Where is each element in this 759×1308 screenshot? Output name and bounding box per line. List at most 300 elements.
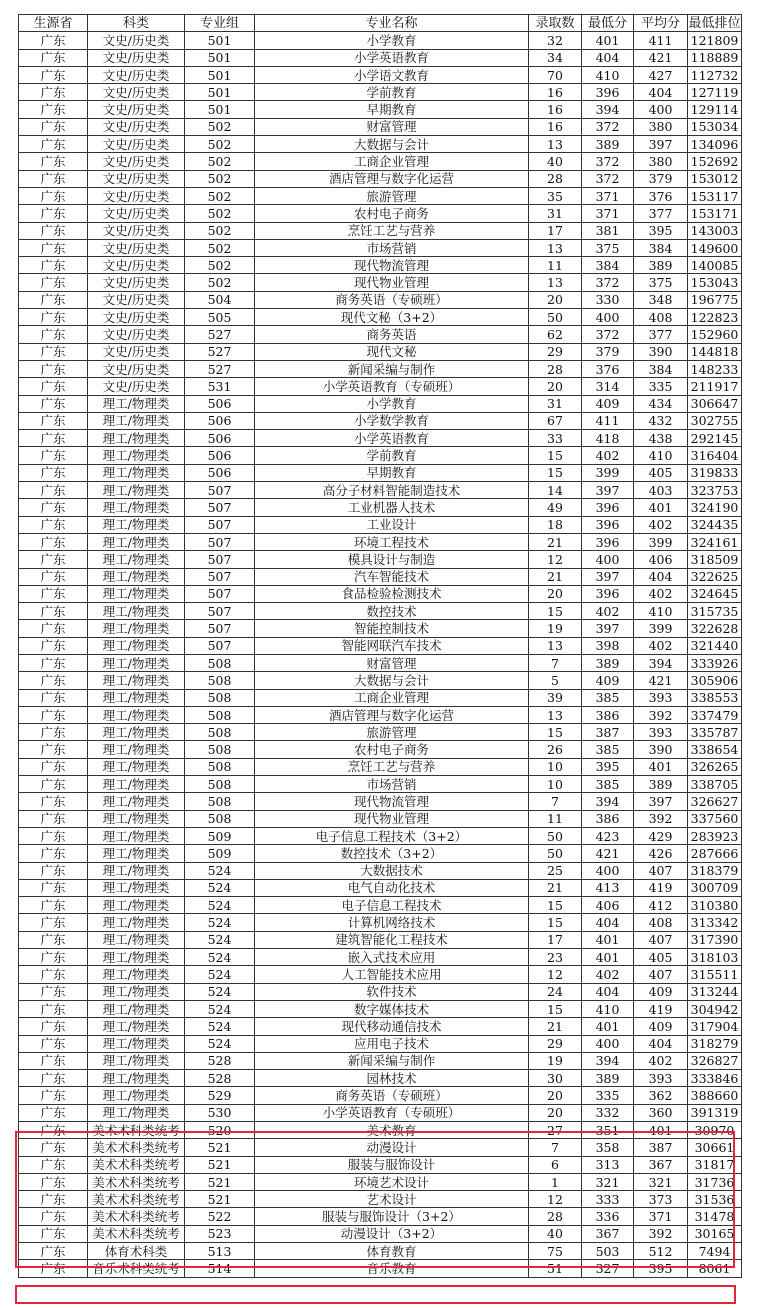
cell-min-rank: 292145	[688, 430, 742, 447]
cell-province: 广东	[19, 291, 88, 308]
cell-category: 文史/历史类	[88, 170, 185, 187]
cell-category: 理工/物理类	[88, 741, 185, 758]
cell-avg-score: 411	[634, 32, 688, 49]
cell-category: 理工/物理类	[88, 585, 185, 602]
table-row	[19, 845, 742, 862]
cell-province: 广东	[19, 49, 88, 66]
cell-avg-score: 375	[634, 274, 688, 291]
cell-admitted: 39	[529, 689, 582, 706]
table-row	[19, 551, 742, 568]
cell-major: 艺术设计	[255, 1191, 529, 1208]
header-province: 生源省	[19, 15, 88, 32]
cell-avg-score: 373	[634, 1191, 688, 1208]
table-row	[19, 412, 742, 429]
cell-min-rank: 153171	[688, 205, 742, 222]
cell-min-score: 332	[582, 1104, 634, 1121]
cell-major: 现代物业管理	[255, 274, 529, 291]
table-row	[19, 724, 742, 741]
cell-group: 507	[185, 516, 255, 533]
cell-min-rank: 321440	[688, 637, 742, 654]
cell-group: 509	[185, 827, 255, 844]
cell-admitted: 20	[529, 585, 582, 602]
cell-avg-score: 434	[634, 395, 688, 412]
cell-min-rank: 333926	[688, 654, 742, 671]
cell-group: 506	[185, 447, 255, 464]
cell-min-score: 397	[582, 620, 634, 637]
cell-major: 小学数学教育	[255, 412, 529, 429]
cell-category: 美术术科类统考	[88, 1173, 185, 1190]
table-row	[19, 1000, 742, 1017]
table-row	[19, 1173, 742, 1190]
cell-min-score: 396	[582, 499, 634, 516]
cell-province: 广东	[19, 1104, 88, 1121]
cell-min-rank: 144818	[688, 343, 742, 360]
cell-avg-score: 335	[634, 378, 688, 395]
cell-category: 理工/物理类	[88, 983, 185, 1000]
cell-major: 旅游管理	[255, 187, 529, 204]
cell-group: 524	[185, 862, 255, 879]
cell-avg-score: 377	[634, 326, 688, 343]
cell-min-score: 371	[582, 205, 634, 222]
table-row	[19, 205, 742, 222]
cell-province: 广东	[19, 187, 88, 204]
cell-category: 理工/物理类	[88, 1052, 185, 1069]
cell-province: 广东	[19, 430, 88, 447]
cell-admitted: 21	[529, 568, 582, 585]
cell-min-rank: 127119	[688, 84, 742, 101]
cell-category: 文史/历史类	[88, 257, 185, 274]
cell-major: 小学英语教育（专硕班）	[255, 1104, 529, 1121]
cell-major: 数字媒体技术	[255, 1000, 529, 1017]
cell-group: 524	[185, 1018, 255, 1035]
cell-group: 508	[185, 810, 255, 827]
cell-province: 广东	[19, 827, 88, 844]
table-row	[19, 153, 742, 170]
cell-major: 智能控制技术	[255, 620, 529, 637]
table-row	[19, 118, 742, 135]
cell-major: 新闻采编与制作	[255, 1052, 529, 1069]
cell-group: 527	[185, 360, 255, 377]
cell-min-score: 396	[582, 84, 634, 101]
cell-major: 商务英语（专硕班）	[255, 1087, 529, 1104]
cell-min-rank: 31536	[688, 1191, 742, 1208]
cell-category: 理工/物理类	[88, 845, 185, 862]
cell-min-score: 399	[582, 464, 634, 481]
cell-major: 旅游管理	[255, 724, 529, 741]
table-row	[19, 187, 742, 204]
cell-min-rank: 112732	[688, 66, 742, 83]
cell-avg-score: 410	[634, 447, 688, 464]
cell-province: 广东	[19, 603, 88, 620]
cell-admitted: 32	[529, 32, 582, 49]
cell-min-rank: 31478	[688, 1208, 742, 1225]
cell-province: 广东	[19, 447, 88, 464]
cell-group: 502	[185, 222, 255, 239]
cell-avg-score: 390	[634, 343, 688, 360]
cell-min-rank: 324161	[688, 533, 742, 550]
cell-admitted: 70	[529, 66, 582, 83]
table-row	[19, 239, 742, 256]
cell-major: 市场营销	[255, 239, 529, 256]
cell-admitted: 34	[529, 49, 582, 66]
cell-min-score: 421	[582, 845, 634, 862]
cell-major: 环境工程技术	[255, 533, 529, 550]
cell-admitted: 16	[529, 101, 582, 118]
cell-province: 广东	[19, 776, 88, 793]
cell-avg-score: 393	[634, 689, 688, 706]
cell-group: 502	[185, 118, 255, 135]
cell-min-score: 404	[582, 914, 634, 931]
cell-major: 市场营销	[255, 776, 529, 793]
table-row	[19, 378, 742, 395]
cell-avg-score: 419	[634, 879, 688, 896]
cell-category: 理工/物理类	[88, 1035, 185, 1052]
table-row	[19, 1052, 742, 1069]
cell-min-rank: 287666	[688, 845, 742, 862]
cell-major: 小学教育	[255, 395, 529, 412]
table-row	[19, 395, 742, 412]
cell-province: 广东	[19, 1122, 88, 1139]
cell-group: 507	[185, 603, 255, 620]
cell-min-rank: 152960	[688, 326, 742, 343]
cell-min-rank: 134096	[688, 136, 742, 153]
cell-min-rank: 30661	[688, 1139, 742, 1156]
table-row	[19, 1208, 742, 1225]
cell-major: 工商企业管理	[255, 689, 529, 706]
table-row	[19, 949, 742, 966]
cell-province: 广东	[19, 1191, 88, 1208]
cell-category: 理工/物理类	[88, 793, 185, 810]
cell-major: 电子信息工程技术	[255, 897, 529, 914]
cell-group: 508	[185, 654, 255, 671]
cell-province: 广东	[19, 845, 88, 862]
cell-admitted: 18	[529, 516, 582, 533]
cell-min-score: 371	[582, 187, 634, 204]
cell-province: 广东	[19, 205, 88, 222]
cell-min-rank: 315735	[688, 603, 742, 620]
cell-group: 504	[185, 291, 255, 308]
cell-avg-score: 377	[634, 205, 688, 222]
cell-min-score: 411	[582, 412, 634, 429]
table-row	[19, 1243, 742, 1260]
cell-min-score: 397	[582, 568, 634, 585]
cell-avg-score: 380	[634, 118, 688, 135]
cell-group: 524	[185, 914, 255, 931]
cell-admitted: 27	[529, 1122, 582, 1139]
cell-avg-score: 409	[634, 983, 688, 1000]
cell-min-score: 418	[582, 430, 634, 447]
cell-avg-score: 407	[634, 862, 688, 879]
cell-min-score: 367	[582, 1225, 634, 1242]
cell-province: 广东	[19, 309, 88, 326]
cell-major: 服装与服饰设计（3+2）	[255, 1208, 529, 1225]
cell-min-rank: 140085	[688, 257, 742, 274]
cell-min-score: 401	[582, 949, 634, 966]
cell-min-score: 321	[582, 1173, 634, 1190]
cell-min-score: 333	[582, 1191, 634, 1208]
cell-avg-score: 404	[634, 1035, 688, 1052]
cell-avg-score: 401	[634, 758, 688, 775]
cell-group: 527	[185, 343, 255, 360]
cell-group: 524	[185, 931, 255, 948]
cell-group: 527	[185, 326, 255, 343]
cell-major: 食品检验检测技术	[255, 585, 529, 602]
table-row	[19, 1104, 742, 1121]
cell-major: 环境艺术设计	[255, 1173, 529, 1190]
cell-province: 广东	[19, 153, 88, 170]
cell-min-rank: 335787	[688, 724, 742, 741]
cell-group: 506	[185, 412, 255, 429]
cell-category: 理工/物理类	[88, 724, 185, 741]
cell-province: 广东	[19, 533, 88, 550]
cell-min-rank: 310380	[688, 897, 742, 914]
cell-min-score: 314	[582, 378, 634, 395]
cell-avg-score: 348	[634, 291, 688, 308]
cell-category: 文史/历史类	[88, 101, 185, 118]
table-row	[19, 1191, 742, 1208]
cell-group: 502	[185, 274, 255, 291]
cell-min-score: 385	[582, 689, 634, 706]
table-row	[19, 464, 742, 481]
cell-category: 理工/物理类	[88, 1104, 185, 1121]
cell-major: 酒店管理与数字化运营	[255, 706, 529, 723]
header-admitted: 录取数	[529, 15, 582, 32]
cell-group: 524	[185, 949, 255, 966]
cell-min-score: 385	[582, 776, 634, 793]
cell-category: 文史/历史类	[88, 66, 185, 83]
cell-major: 数控技术	[255, 603, 529, 620]
cell-min-rank: 337479	[688, 706, 742, 723]
table-row	[19, 862, 742, 879]
cell-admitted: 31	[529, 205, 582, 222]
cell-admitted: 15	[529, 914, 582, 931]
cell-category: 理工/物理类	[88, 412, 185, 429]
cell-major: 现代物业管理	[255, 810, 529, 827]
cell-min-rank: 326265	[688, 758, 742, 775]
cell-category: 理工/物理类	[88, 482, 185, 499]
cell-min-rank: 333846	[688, 1070, 742, 1087]
table-row	[19, 793, 742, 810]
table-row	[19, 1087, 742, 1104]
cell-avg-score: 412	[634, 897, 688, 914]
cell-min-rank: 324645	[688, 585, 742, 602]
cell-admitted: 10	[529, 758, 582, 775]
table-row	[19, 499, 742, 516]
cell-avg-score: 321	[634, 1173, 688, 1190]
cell-admitted: 12	[529, 966, 582, 983]
cell-min-score: 372	[582, 170, 634, 187]
cell-admitted: 13	[529, 637, 582, 654]
cell-avg-score: 429	[634, 827, 688, 844]
cell-province: 广东	[19, 84, 88, 101]
cell-major: 音乐教育	[255, 1260, 529, 1277]
cell-major: 学前教育	[255, 84, 529, 101]
admission-table-sheet	[18, 14, 741, 1278]
cell-min-rank: 324435	[688, 516, 742, 533]
cell-admitted: 20	[529, 1104, 582, 1121]
cell-province: 广东	[19, 758, 88, 775]
cell-avg-score: 410	[634, 603, 688, 620]
cell-min-score: 402	[582, 966, 634, 983]
cell-admitted: 11	[529, 257, 582, 274]
cell-province: 广东	[19, 689, 88, 706]
table-body	[19, 32, 742, 1277]
cell-min-rank: 31736	[688, 1173, 742, 1190]
cell-avg-score: 399	[634, 533, 688, 550]
cell-category: 文史/历史类	[88, 378, 185, 395]
cell-min-rank: 318279	[688, 1035, 742, 1052]
cell-min-score: 410	[582, 1000, 634, 1017]
cell-admitted: 16	[529, 84, 582, 101]
cell-category: 文史/历史类	[88, 360, 185, 377]
cell-category: 理工/物理类	[88, 464, 185, 481]
cell-major: 早期教育	[255, 464, 529, 481]
table-row	[19, 914, 742, 931]
cell-min-score: 381	[582, 222, 634, 239]
cell-min-rank: 315511	[688, 966, 742, 983]
cell-min-rank: 7494	[688, 1243, 742, 1260]
cell-province: 广东	[19, 32, 88, 49]
cell-major: 大数据与会计	[255, 672, 529, 689]
cell-min-rank: 326627	[688, 793, 742, 810]
cell-min-score: 423	[582, 827, 634, 844]
cell-min-score: 409	[582, 672, 634, 689]
cell-admitted: 15	[529, 724, 582, 741]
cell-admitted: 67	[529, 412, 582, 429]
cell-admitted: 19	[529, 1052, 582, 1069]
cell-min-score: 330	[582, 291, 634, 308]
cell-avg-score: 402	[634, 585, 688, 602]
cell-admitted: 40	[529, 153, 582, 170]
cell-major: 工商企业管理	[255, 153, 529, 170]
cell-avg-score: 367	[634, 1156, 688, 1173]
cell-major: 现代文秘	[255, 343, 529, 360]
cell-avg-score: 401	[634, 499, 688, 516]
cell-group: 502	[185, 205, 255, 222]
cell-province: 广东	[19, 585, 88, 602]
cell-min-score: 396	[582, 516, 634, 533]
cell-min-score: 389	[582, 1070, 634, 1087]
cell-admitted: 20	[529, 1087, 582, 1104]
cell-group: 501	[185, 66, 255, 83]
cell-major: 财富管理	[255, 654, 529, 671]
cell-province: 广东	[19, 862, 88, 879]
cell-group: 520	[185, 1122, 255, 1139]
cell-group: 508	[185, 741, 255, 758]
cell-category: 文史/历史类	[88, 153, 185, 170]
table-row	[19, 897, 742, 914]
cell-min-score: 386	[582, 810, 634, 827]
cell-min-rank: 152692	[688, 153, 742, 170]
cell-major: 农村电子商务	[255, 741, 529, 758]
cell-category: 理工/物理类	[88, 1000, 185, 1017]
cell-min-rank: 388660	[688, 1087, 742, 1104]
cell-group: 524	[185, 1035, 255, 1052]
cell-avg-score: 360	[634, 1104, 688, 1121]
cell-avg-score: 402	[634, 1052, 688, 1069]
cell-admitted: 50	[529, 845, 582, 862]
cell-province: 广东	[19, 672, 88, 689]
cell-min-rank: 143003	[688, 222, 742, 239]
cell-group: 507	[185, 620, 255, 637]
table-row	[19, 776, 742, 793]
cell-group: 508	[185, 672, 255, 689]
cell-avg-score: 390	[634, 741, 688, 758]
table-row	[19, 654, 742, 671]
cell-province: 广东	[19, 1225, 88, 1242]
cell-group: 521	[185, 1139, 255, 1156]
table-row	[19, 326, 742, 343]
cell-category: 美术术科类统考	[88, 1156, 185, 1173]
cell-province: 广东	[19, 810, 88, 827]
cell-min-rank: 338654	[688, 741, 742, 758]
cell-min-rank: 129114	[688, 101, 742, 118]
cell-min-rank: 300709	[688, 879, 742, 896]
cell-avg-score: 403	[634, 482, 688, 499]
cell-major: 模具设计与制造	[255, 551, 529, 568]
cell-category: 理工/物理类	[88, 533, 185, 550]
cell-major: 商务英语	[255, 326, 529, 343]
cell-min-score: 372	[582, 326, 634, 343]
cell-major: 工业机器人技术	[255, 499, 529, 516]
cell-group: 508	[185, 758, 255, 775]
cell-major: 服装与服饰设计	[255, 1156, 529, 1173]
cell-category: 理工/物理类	[88, 931, 185, 948]
table-row	[19, 1156, 742, 1173]
cell-admitted: 13	[529, 136, 582, 153]
cell-province: 广东	[19, 118, 88, 135]
cell-min-rank: 30970	[688, 1122, 742, 1139]
cell-group: 521	[185, 1156, 255, 1173]
cell-min-score: 372	[582, 118, 634, 135]
cell-group: 508	[185, 793, 255, 810]
cell-group: 506	[185, 430, 255, 447]
cell-category: 理工/物理类	[88, 499, 185, 516]
header-min-score: 最低分	[582, 15, 634, 32]
cell-province: 广东	[19, 343, 88, 360]
cell-admitted: 29	[529, 343, 582, 360]
cell-admitted: 21	[529, 879, 582, 896]
cell-min-rank: 153117	[688, 187, 742, 204]
cell-admitted: 13	[529, 706, 582, 723]
table-row	[19, 136, 742, 153]
cell-group: 507	[185, 585, 255, 602]
cell-province: 广东	[19, 464, 88, 481]
cell-category: 理工/物理类	[88, 1018, 185, 1035]
cell-major: 大数据与会计	[255, 136, 529, 153]
cell-category: 理工/物理类	[88, 689, 185, 706]
cell-category: 理工/物理类	[88, 810, 185, 827]
cell-admitted: 21	[529, 1018, 582, 1035]
cell-group: 508	[185, 706, 255, 723]
cell-min-rank: 8061	[688, 1260, 742, 1277]
cell-min-score: 406	[582, 897, 634, 914]
cell-min-score: 351	[582, 1122, 634, 1139]
cell-avg-score: 400	[634, 101, 688, 118]
cell-min-score: 401	[582, 32, 634, 49]
cell-admitted: 15	[529, 1000, 582, 1017]
cell-admitted: 15	[529, 464, 582, 481]
cell-category: 文史/历史类	[88, 343, 185, 360]
cell-province: 广东	[19, 257, 88, 274]
table-row	[19, 49, 742, 66]
cell-province: 广东	[19, 274, 88, 291]
cell-min-rank: 318379	[688, 862, 742, 879]
cell-major: 美术教育	[255, 1122, 529, 1139]
cell-province: 广东	[19, 966, 88, 983]
header-avg-score: 平均分	[634, 15, 688, 32]
cell-min-score: 327	[582, 1260, 634, 1277]
